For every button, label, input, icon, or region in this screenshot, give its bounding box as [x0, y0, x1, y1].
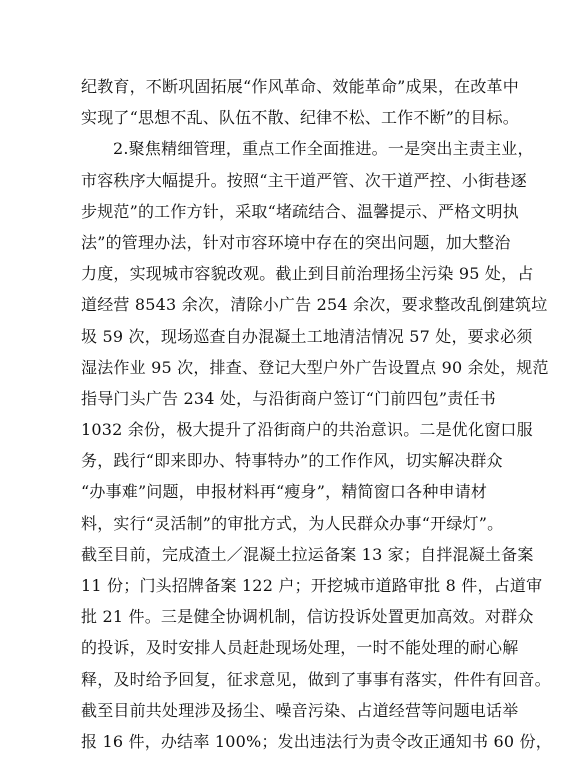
text-line: 道经营 8543 余次，清除小广告 254 余次，要求整改乱倒建筑垃: [81, 295, 548, 315]
text-line: 实现了“思想不乱、队伍不散、纪律不松、工作不断”的目标。: [81, 108, 519, 128]
text-line: 力度，实现城市容貌改观。截止到目前治理扬尘污染 95 处，占: [81, 264, 534, 284]
text-line: 截至目前共处理涉及扬尘、噪音污染、占道经营等问题电话举: [81, 700, 519, 720]
text-line: 指导门头广告 234 处，与沿街商户签订“门前四包”责任书: [81, 388, 496, 408]
text-line: 湿法作业 95 次，排查、登记大型户外广告设置点 90 余处，规范: [81, 357, 549, 377]
text-line: 法”的管理办法，针对市容环境中存在的突出问题，加大整治: [81, 232, 511, 252]
text-line: 批 21 件。三是健全协调机制，信访投诉处置更加高效。对群众: [81, 607, 534, 627]
text-line: 报 16 件，办结率 100%；发出违法行为责令改正通知书 60 份，: [81, 731, 552, 751]
paragraph-start-line: 2.聚焦精细管理，重点工作全面推进。一是突出主责主业，: [113, 139, 534, 159]
text-line: 料，实行“灵活制”的审批方式，为人民群众办事“开绿灯”。: [81, 513, 504, 533]
text-line: 的投诉，及时安排人员赶赴现场处理，一时不能处理的耐心解: [81, 638, 519, 658]
text-line: 纪教育，不断巩固拓展“作风革命、效能革命”成果，在改革中: [81, 77, 519, 96]
text-line: 圾 59 次，现场巡查自办混凝土工地清洁情况 57 处，要求必须: [81, 326, 533, 346]
text-line: 截至目前，完成渣土／混凝土拉运备案 13 家；自拌混凝土备案: [81, 544, 534, 564]
text-line: “办事难”问题，申报材料再“瘦身”，精简窗口各种申请材: [81, 482, 488, 502]
text-line: 步规范”的工作方针，采取“堵疏结合、温馨提示、严格文明执: [81, 201, 519, 221]
text-line: 11 份；门头招牌备案 122 户；开挖城市道路审批 8 件，占道审: [81, 576, 543, 595]
text-line: 1032 余份，极大提升了沿街商户的共治意识。二是优化窗口服: [81, 420, 533, 440]
text-line: 市容秩序大幅提升。按照“主干道严管、次干道严控、小街巷逐: [81, 170, 527, 190]
text-line: 务，践行“即来即办、特事特办”的工作作风，切实解决群众: [81, 451, 503, 471]
body-text: [81, 71, 552, 757]
text-line: 释，及时给予回复，征求意见，做到了事事有落实，件件有回音。: [81, 669, 551, 689]
